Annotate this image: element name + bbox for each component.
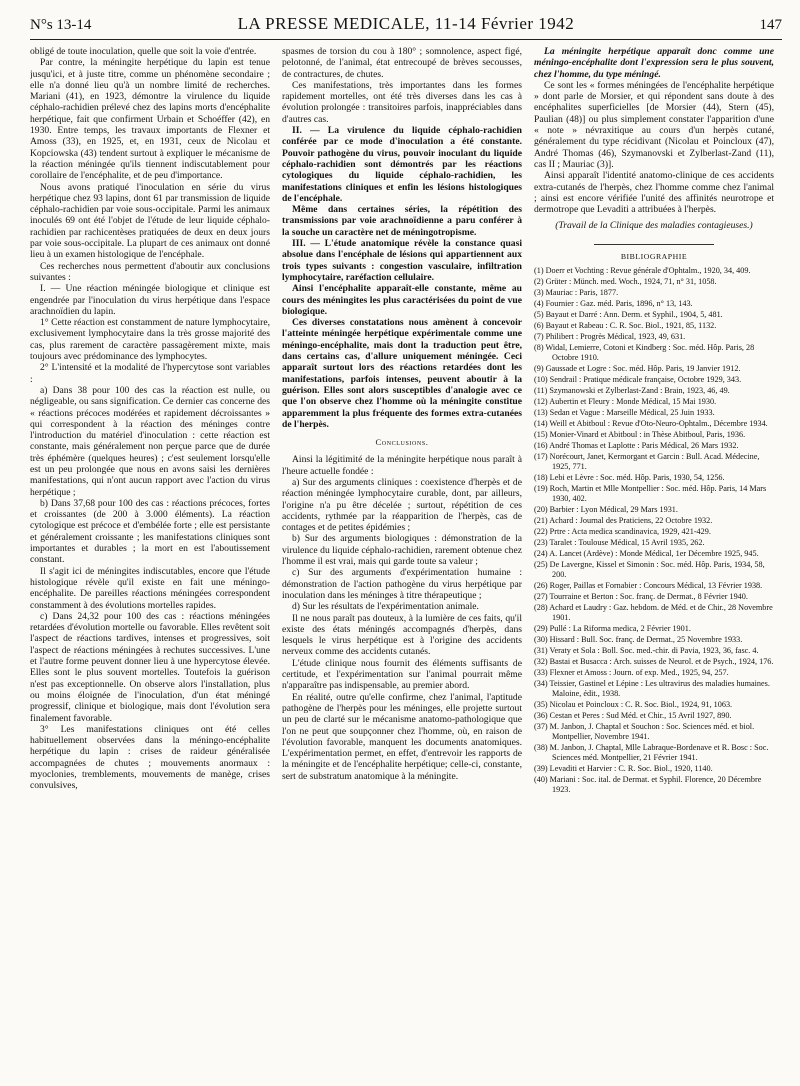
bibliography-entry: (40) Mariani : Soc. ital. de Dermat. et Syphil. Florence, 20 Décembre 1923. <box>534 775 762 795</box>
paragraph: Ainsi la légitimité de la méningite herpétique nous paraît à l'heure actuelle fondée : <box>282 454 522 477</box>
bibliography-heading: BIBLIOGRAPHIE <box>620 251 688 261</box>
bibliography-entry: (20) Barbier : Lyon Médical, 29 Mars 1931. <box>534 505 678 515</box>
paragraph: 3° Les manifestations cliniques ont été celles habituellement observées dans la méningo-encéphalite herpétique du lapin : crises de raideur généralisée accompagnées de chutes ; mouvements anormaux : myoclonies, tremblements, mouvements de manège, crises convulsives, <box>30 723 270 792</box>
bibliography-entry: (18) Lebi et Lèvre : Soc. méd. Hôp. Paris, 1930, 54, 1256. <box>534 473 725 483</box>
bibliography-entry: (34) Teissier, Gastinel et Lépine : Les ultravirus des maladies humaines. Maloine, édit., 1938. <box>534 679 770 699</box>
paragraph: Par contre, la méningite herpétique du lapin est tenue jusqu'ici, et à juste titre, comme un phénomène secondaire ; elle n'a donné lieu qu'à un nombre limité de recherches. Mariani (41), en 1923, démontre la virulence du liquide céphalo-rachidien prélevé chez des lapins morts d'encéphalite herpétique, fait que confirment Urbain et Schoéffer (42), en 1930. Entre temps, les travaux importants de Flexner et Amoss (33), en 1925, et, en 1931, ceux de Nicolau et Kopciowska (43) tendent surtout à expliquer le mécanisme de la réaction méningée qu'ils tiennent indiscutablement pour corollaire de l'encéphalite, et de peu d'importance. <box>30 57 270 182</box>
paragraph: obligé de toute inoculation, quelle que soit la voie d'entrée. <box>30 46 257 57</box>
bibliography-entry: (39) Levaditi et Harvier : C. R. Soc. Biol., 1920, 1140. <box>534 764 713 774</box>
bibliography-entry: (33) Flexner et Amoss : Journ. of exp. Med., 1925, 94, 257. <box>534 668 729 678</box>
bibliography-entry: (19) Roch, Martin et Mlle Montpellier : Soc. méd. Hôp. Paris, 14 Mars 1930, 402. <box>534 484 767 504</box>
bibliography-entry: (38) M. Janbon, J. Chaptal, Mlle Labraque-Bordenave et R. Bosc : Soc. Sciences méd. Montpellier, 21 Février 1941. <box>534 743 769 763</box>
journal-title: LA PRESSE MEDICALE, 11-14 Février 1942 <box>237 14 575 33</box>
paragraph: Ces manifestations, très importantes dans les formes rapidement mortelles, ont été très diverses dans les cas à évolution prolongée : transitoires parfois, inappréciables dans d'autres cas. <box>282 79 522 125</box>
bibliography-list <box>534 266 774 795</box>
bibliography-entry: (32) Bastai et Busacca : Arch. suisses de Neurol. et de Psych., 1924, 176. <box>534 657 774 667</box>
credit-line: (Travail de la Clinique des maladies contagieuses.) <box>555 220 753 232</box>
bibliography-entry: (9) Gaussade et Logre : Soc. méd. Hôp. Paris, 19 Janvier 1912. <box>534 364 741 374</box>
paragraph: c) Dans 24,32 pour 100 des cas : réactions méningées retardées d'évolution mortelle ou favorable. Elles revêtent soit l'aspect de réactions tardives, intenses et progressives, soit l'aspect de réactions méningées à rechutes successives. L'une et l'autre forme peuvent donner lieu à une hypercytose élevée. Elles sont le plus souvent mortelles. Toutefois la guérison n'est pas exceptionnelle. On observe alors l'installation, plus ou moins éloignée de l'inoculation, d'un état méningé progressif, clinique et biologique, mais dont l'évolution sera finalement favorable. <box>30 610 270 724</box>
bibliography-entry: (29) Pullé : La Riforma medica, 2 Février 1901. <box>534 624 691 634</box>
bibliography-entry: (5) Bayaut et Darré : Ann. Derm. et Syphil., 1904, 5, 481. <box>534 310 723 320</box>
paragraph: a) Dans 38 pour 100 des cas la réaction est nulle, ou négligeable, ou sans signification. Ce dernier cas concerne des « réactions précoces modérées et rapidement décroissantes » qui correspondent à la réaction des méninges contre l'introduction du matériel d'inoculation : cette réaction est constante, mais généralement non perçue parce que de durée très éphémère (quelques heures) ; c'est seulement lorsqu'elle est un peu prolongée que nous en avons saisi les dernières manifestations, qui n'ont aucun rapport avec l'action du virus herpétique ; <box>30 384 270 498</box>
bibliography-entry: (8) Widal, Lemierre, Cotoni et Kindberg : Soc. méd. Hôp. Paris, 28 Octobre 1910. <box>534 343 755 363</box>
bibliography-entry: (3) Mauriac : Paris, 1877. <box>534 288 619 298</box>
paragraph: Ces recherches nous permettent d'aboutir aux conclusions suivantes : <box>30 260 270 283</box>
bibliography-entry: (35) Nicolau et Poincloux : C. R. Soc. Biol., 1924, 91, 1063. <box>534 700 733 710</box>
paragraph: 2° L'intensité et la modalité de l'hypercytose sont variables : <box>30 362 270 385</box>
bibliography-entry: (4) Fournier : Gaz. méd. Paris, 1896, n° 13, 143. <box>534 299 693 309</box>
bibliography-entry: (11) Szymanowski et Zylberlast-Zand : Brain, 1923, 46, 49. <box>534 386 730 396</box>
bibliography-entry: (30) Hissard : Bull. Soc. franç. de Dermat., 25 Novembre 1933. <box>534 635 743 645</box>
page-number: 147 <box>759 17 782 33</box>
bibliography-entry: (23) Taralet : Toulouse Médical, 15 Avril 1935, 262. <box>534 538 705 548</box>
bibliography-entry: (21) Achard : Journal des Praticiens, 22 Octobre 1932. <box>534 516 713 526</box>
bibliography-entry: (12) Aubertin et Fleury : Monde Médical, 15 Mai 1930. <box>534 397 717 407</box>
paragraph: Ce sont les « formes méningées de l'encéphalite herpétique » dont parle de Morsier, et qui répondent sans doute à des encéphalites superficielles [de Morsier (44), Stern (45), Paulian (48)] ou plus simplement constater l'apparition d'une « note » névraxitique au cours d'un herpès cutané, généralement du type récidivant (Nicolau et Poincloux (47), André Thomas (46), Szymanovski et Zylberlast-Zand (11), cas II ; Mauriac (3)]. <box>534 79 774 170</box>
bibliography-entry: (37) M. Janbon, J. Chaptal et Souchon : Soc. Sciences méd. et biol. Montpellier, Novembre 1941. <box>534 722 755 742</box>
bibliography-entry: (7) Philibert : Progrès Médical, 1923, 49, 631. <box>534 332 686 342</box>
paragraph: II. — La virulence du liquide céphalo-rachidien conférée par ce mode d'inoculation a été constante. Pouvoir pathogène du virus, pouvoir inoculant du liquide céphalo-rachidien sont démontrés par les réactions cytologiques du liquide céphalo-rachidien, les manifestations cliniques et enfin les lésions histologiques de l'encéphale. <box>282 125 522 204</box>
bibliography-entry: (31) Veraty et Sola : Boll. Soc. med.-chir. di Pavia, 1923, 36, fasc. 4. <box>534 646 759 656</box>
section-heading: Conclusions. <box>375 437 429 448</box>
paragraph: Ces diverses constatations nous amènent à concevoir l'atteinte méningée herpétique expérimentale comme une méningo-encéphalite, mais dont la traduction peut être, dans certains cas, d'allure uniquement méningée. Ceci apparaît surtout lors des réactions retardées dont les manifestations, parfois intenses, peuvent aboutir à la guérison. Elles sont alors susceptibles d'analogie avec ce que l'on observe chez l'homme où la méningite constitue apparemment la plus fréquente des formes extra-cutanées de l'herpès. <box>282 317 522 430</box>
bibliography-entry: (6) Bayaut et Rabeau : C. R. Soc. Biol., 1921, 85, 1132. <box>534 321 717 331</box>
column-left <box>30 46 270 1086</box>
paragraph: L'étude clinique nous fournit des éléments suffisants de certitude, et l'expérimentation sur l'animal pourrait même n'apparaître pas indispensable, au premier abord. <box>282 657 522 692</box>
paragraph: III. — L'étude anatomique révèle la constance quasi absolue dans l'encéphale de lésions qui appartiennent aux trois types suivants : congestion vasculaire, infiltration lymphocytaire, raréfaction cellulaire. <box>282 238 522 283</box>
bibliography-entry: (2) Grüter : Münch. med. Woch., 1924, 71, n° 31, 1058. <box>534 277 717 287</box>
paragraph: d) Sur les résultats de l'expérimentation animale. <box>292 601 479 613</box>
paragraph: Il ne nous paraît pas douteux, à la lumière de ces faits, qu'il existe des états méningés accompagnés d'herpès, dans lesquels le virus herpétique est à l'origine des accidents nerveux comme des accidents cutanés. <box>282 612 522 658</box>
paragraph: La méningite herpétique apparaît donc comme une méningo-encéphalite dont l'expression sera le plus souvent, chez l'homme, du type méningé. <box>534 46 774 80</box>
paragraph: I. — Une réaction méningée biologique et clinique est engendrée par l'inoculation du virus herpétique dans l'espace arachnoïdien du lapin. <box>30 283 270 317</box>
bibliography-entry: (22) Prtre : Acta medica scandinavica, 1929, 421-429. <box>534 527 711 537</box>
paragraph: c) Sur des arguments d'expérimentation humaine : démonstration de l'action pathogène du virus herpétique par inoculation dans les méninges à titre thérapeutique ; <box>282 567 522 601</box>
text-columns <box>30 46 782 1086</box>
paragraph: Nous avons pratiqué l'inoculation en série du virus herpétique chez 93 lapins, dont 61 par transmission de liquide céphalo-rachidien par voie sous-occipitale. Parmi les animaux inoculés 69 ont été l'objet de l'étude de leur liquide céphalo-rachidien par rachicentèses pratiquées de deux en deux jours par voie sous-occipitale. La plupart de ces animaux ont donné lieu à un examen histologique de l'encéphale. <box>30 181 270 261</box>
bibliography-entry: (15) Monier-Vinard et Abitboul : in Thèse Abitboul, Paris, 1936. <box>534 430 746 440</box>
column-right <box>534 46 774 1086</box>
bibliography-entry: (36) Cestan et Peres : Sud Méd. et Chir., 15 Avril 1927, 890. <box>534 711 732 721</box>
paragraph: spasmes de torsion du cou à 180° ; somnolence, aspect figé, pelotonné, de l'animal, état entrecoupé de brèves secousses, de contractures, de chutes. <box>282 46 522 80</box>
paragraph: b) Sur des arguments biologiques : démonstration de la virulence du liquide céphalo-rachidien, rarement obtenue chez l'homme il est vrai, mais qui garde toute sa valeur ; <box>282 533 522 568</box>
bibliography-entry: (25) De Lavergne, Kissel et Simonin : Soc. méd. Hôp. Paris, 1934, 58, 200. <box>534 560 765 580</box>
paragraph: 1° Cette réaction est constamment de nature lymphocytaire, exclusivement lymphocytaire dans la très grosse majorité des cas, plus rarement de caractère passagèrement mixte, mais toujours avec prédominance des lymphocytes. <box>30 317 270 363</box>
divider <box>594 244 714 245</box>
paragraph: Ainsi l'encéphalite apparaît-elle constante, même au cours des méningites les plus caractérisées du point de vue biologique. <box>282 283 522 317</box>
page-header <box>30 14 782 40</box>
bibliography-entry: (17) Norécourt, Janet, Kermorgant et Garcin : Bull. Acad. Médecine, 1925, 771. <box>534 452 760 472</box>
bibliography-entry: (26) Roger, Paillas et Fornabier : Concours Médical, 13 Février 1938. <box>534 581 763 591</box>
issue-number: N°s 13-14 <box>30 17 92 33</box>
bibliography-entry: (1) Doerr et Vochting : Revue générale d'Ophtalm., 1920, 34, 409. <box>534 266 751 276</box>
bibliography-entry: (13) Sedan et Vague : Marseille Médical, 25 Juin 1933. <box>534 408 715 418</box>
bibliography-entry: (28) Achard et Laudry : Gaz. hebdom. de Méd. et de Chir., 28 Novembre 1901. <box>534 603 773 623</box>
paragraph: b) Dans 37,68 pour 100 des cas : réactions précoces, fortes et croissantes (de 200 à 3.000 éléments). La réaction cytologique est précoce et d'embélée forte ; elle est persistante et généralement croissante ; les manifestations cliniques sont importantes et durables ; la mort en est l'aboutissement constant. <box>30 497 270 566</box>
paragraph: En réalité, outre qu'elle confirme, chez l'animal, l'aptitude pathogène de l'herpès pour les méninges, elle projette surtout un peu de clarté sur le mécanisme anatomo-pathologique que l'on ne peut que soupçonner chez l'homme, où, en raison de l'évolution favorable, manquent les documents anatomiques. L'expérimentation permet, en effet, d'entrevoir les rapports de la méningite et de l'encéphalite herpétique; celle-ci, constante, sert de substratum anatomique à la méningite. <box>282 691 522 782</box>
column-middle <box>282 46 522 1086</box>
paragraph: Même dans certaines séries, la répétition des transmissions par voie arachnoïdienne a paru conférer à la souche un caractère net de méningotropisme. <box>282 204 522 238</box>
bibliography-entry: (16) André Thomas et Laplotte : Paris Médical, 26 Mars 1932. <box>534 441 739 451</box>
bibliography-entry: (24) A. Lancet (Ardève) : Monde Médical, 1er Décembre 1925, 945. <box>534 549 759 559</box>
paragraph: Il s'agit ici de méningites indiscutables, encore que l'étude histologique révèle qu'il existe en fait une méningo-encéphalite. De pareilles réactions méningées correspondent constamment à des évolutions mortelles rapides. <box>30 565 270 611</box>
bibliography-entry: (10) Sendrail : Pratique médicale française, Octobre 1929, 343. <box>534 375 742 385</box>
paragraph: Ainsi apparaît l'identité anatomo-clinique de ces accidents extra-cutanés de l'herpès, chez l'homme comme chez l'animal ; ainsi est encore vérifiée l'unité des affinités neurotrope et dermotrope que Levaditi a attribuées à l'herpès. <box>534 170 774 216</box>
bibliography-entry: (14) Weill et Abitboul : Revue d'Oto-Neuro-Ophtalm., Décembre 1934. <box>534 419 768 429</box>
bibliography-entry: (27) Tourraine et Berton : Soc. franç. de Dermat., 8 Février 1940. <box>534 592 748 602</box>
paragraph: a) Sur des arguments cliniques : coexistence d'herpès et de réaction méningée lymphocytaire curable, dont, par ailleurs, l'origine n'a pu être décelée ; surtout, répétition de ces accidents, rythmée par la réapparition de l'herpès, cas de contages et de petites épidémies ; <box>282 476 522 534</box>
